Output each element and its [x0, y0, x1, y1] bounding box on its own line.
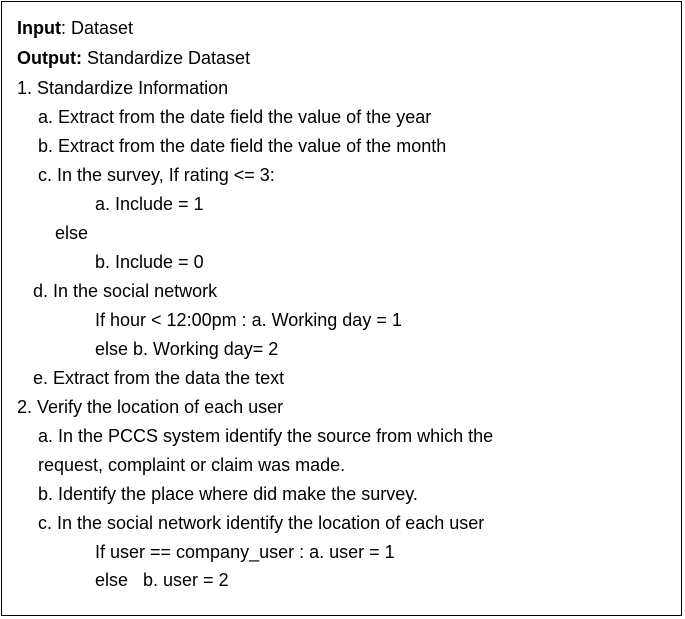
step-1c-a: a. Include = 1: [95, 194, 204, 214]
step-1c: c. In the survey, If rating <= 3:: [38, 165, 275, 185]
step-1d-if: If hour < 12:00pm : a. Working day = 1: [95, 310, 402, 330]
step-2a-cont: request, complaint or claim was made.: [38, 455, 346, 475]
step-2c: c. In the social network identify the location of each user: [38, 513, 485, 533]
input-value: : Dataset: [60, 18, 134, 38]
step-1a: a. Extract from the date field the value of the year: [38, 107, 432, 127]
step-1b: b. Extract from the date field the value of the month: [38, 136, 447, 156]
step-1d-else: else b. Working day= 2: [95, 339, 279, 359]
step-2a: a. In the PCCS system identify the source from which the: [38, 426, 494, 446]
input-label: Input: [17, 18, 61, 38]
step-1c-else: else: [55, 223, 89, 243]
step-2b: b. Identify the place where did make the survey.: [38, 484, 418, 504]
output-label: Output:: [17, 48, 82, 68]
step-1e: e. Extract from the data the text: [33, 368, 285, 388]
step-2c-if: If user == company_user : a. user = 1: [95, 542, 395, 562]
step-2: 2. Verify the location of each user: [17, 397, 284, 417]
step-2c-else: else b. user = 2: [95, 570, 229, 590]
output-line: [17, 47, 250, 69]
input-line: [17, 17, 133, 39]
step-1c-b: b. Include = 0: [95, 252, 204, 272]
step-1: 1. Standardize Information: [17, 78, 229, 98]
step-1d: d. In the social network: [33, 281, 218, 301]
output-value: Standardize Dataset: [81, 48, 251, 68]
